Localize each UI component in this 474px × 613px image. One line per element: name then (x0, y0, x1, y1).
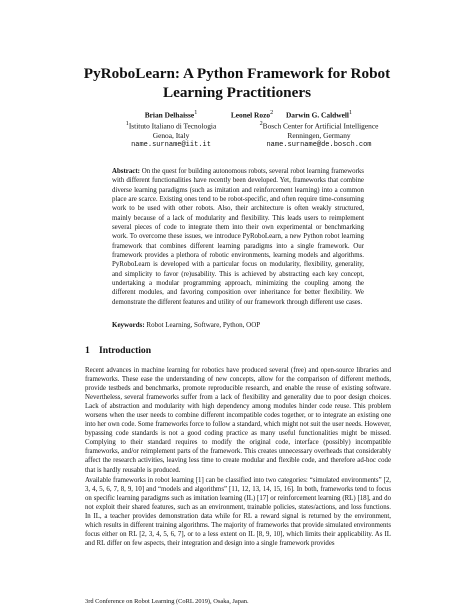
abstract (112, 167, 364, 307)
paragraph-text: Available frameworks in robot learning [1] can be classified into two categories: “simulated environments” [2, 3, 4, 5, 6, 7, 8, 9, 10] and “models and algorithms” [11, 12, 13, 14, 15, 16]. In both, frameworks tend to focus on specific learning paradigms such as imitation learning (IL) [17] or reinforcement learning (RL) [18], and do not exploit their shared features, such as an environment, trainable policies, states/actions, and loss functions. In IL, a teacher provides demonstration data while for RL a reward signal is returned by the environment, which results in different training algorithms. The majority of frameworks that provide simulated environments focus either on RL [2, 3, 4, 5, 6, 7], or to a less extent on IL [8, 9, 10], which limits their applicability. As IL and RL differ on few aspects, their integration and design into a single framework provides (85, 477, 391, 548)
section-number: 1 (85, 345, 90, 356)
abstract-label: Abstract: (112, 168, 140, 175)
abstract-text: On the quest for building autonomous robots, several robot learning frameworks with different functionalities have recently been developed. Yet, frameworks that combine diverse learning paradigms (such as imitation and reinforcement learning) into a common place are scarce. Existing ones tend to be robot-specific, and often require time-consuming work to be used with other robots. Also, their architecture is often weakly structured, mainly because of a lack of modularity and flexibility. This leads users to reimplement several pieces of code to integrate them into their own experimental or benchmarking work. To overcome these issues, we introduce PyRoboLearn, a new Python robot learning framework that combines different learning paradigms into a single framework. Our framework provides a plethora of robotic environments, learning models and algorithms. PyRoboLearn is developed with a particular focus on modularity, flexibility, generality, and simplicity to favor (re)usability. This is achieved by abstracting each key concept, undertaking a modular programming approach, minimizing the coupling among the different modules, and favoring composition over inheritance for better flexibility. We demonstrate the different features and utility of our framework through different use cases. (112, 168, 364, 306)
paragraph-text: Recent advances in machine learning for robotics have produced several (free) and open-source libraries and frameworks. These ease the understanding of new concepts, allow for the comparison of different methods, provide testbeds and benchmarks, promote reproducible research, and enable the reuse of existing software. Nevertheless, several frameworks suffer from a lack of flexibility and generality due to poor design choices. Lack of abstraction and modularity with high dependency among modules hinder code reuse. This problem worsens when the user needs to combine different incompatible codes together, or to integrate an existing one into her own code. Some frameworks force to follow a standard, which might not suit the user needs. However, bypassing code standards is not a good coding practice as many useful functionalities might be missed. Complying to their standard requires to modify the original code, interface (possibly) incompatible frameworks, and/or reimplement parts of the framework. This creates unnecessary overheads that considerably affect the research activities, leaving less time to create modular and flexible code, and therefore ad-hoc code that is hardly reusable is produced. (85, 367, 391, 474)
author-3 (256, 109, 382, 150)
paper-title: PyRoboLearn: A Python Framework for Robot Learning Practitioners (83, 65, 391, 101)
body-paragraph-1 (85, 366, 391, 475)
affiliation-line: Bosch Center for Artificial Intelligence (262, 121, 379, 131)
affiliation-line: Genoa, Italy (152, 131, 190, 141)
author-sup: 1 (194, 110, 198, 116)
conference-footer: 3rd Conference on Robot Learning (CoRL 2019), Osaka, Japan. (85, 598, 249, 605)
author-email[interactable]: name.surname@iit.it (131, 140, 211, 149)
author-sup: 1 (348, 110, 353, 116)
body-paragraph-2 (85, 476, 391, 548)
affiliation-line: Renningen, Germany (287, 131, 351, 141)
author-email[interactable]: name.surname@de.bosch.com (266, 140, 372, 149)
author-sup: 2 (270, 110, 274, 116)
author-1 (108, 109, 234, 150)
keywords-label: Keywords: (112, 321, 145, 329)
keywords-text: Robot Learning, Software, Python, OOP (146, 321, 261, 329)
keywords (112, 321, 364, 329)
author-name: Darwin G. Caldwell (285, 110, 349, 120)
author-name: Brian Delhaisse (144, 110, 195, 120)
section-title: Introduction (99, 345, 152, 356)
affiliation-line: Istituto Italiano di Tecnologia (128, 121, 217, 131)
section-heading (85, 345, 151, 356)
affiliation-sup: 2 (259, 121, 263, 128)
affiliation-sup: 1 (125, 121, 129, 128)
author-name: Leonel Rozo (230, 110, 271, 120)
